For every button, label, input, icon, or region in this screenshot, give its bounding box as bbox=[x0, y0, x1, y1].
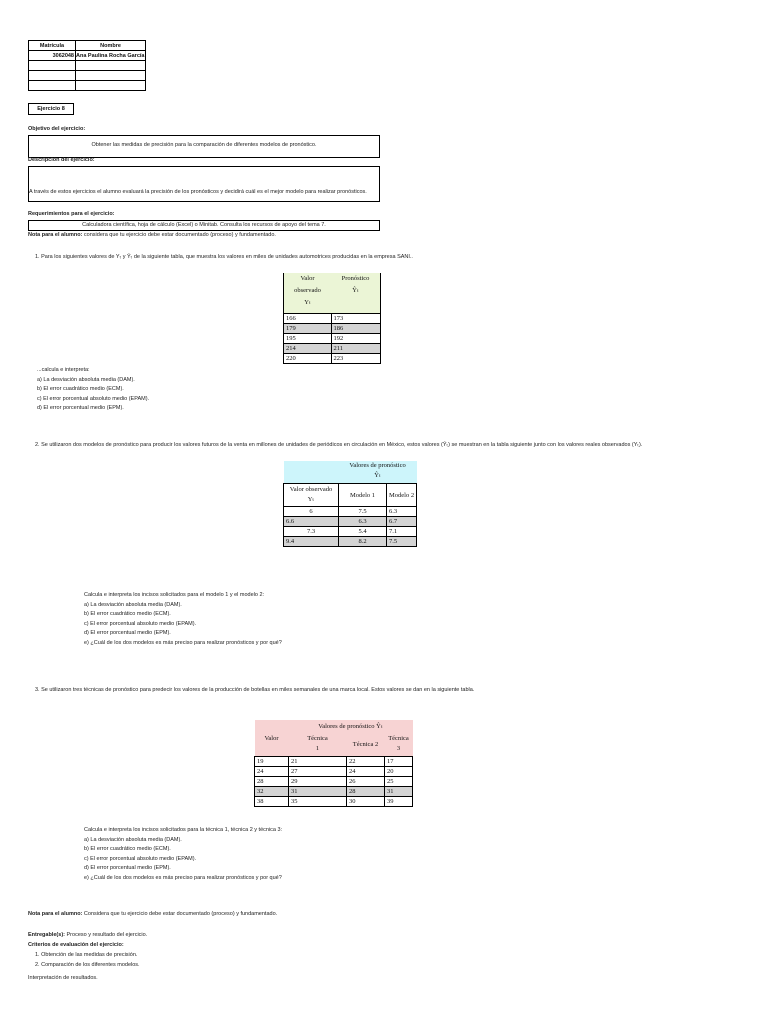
list-item: d) El error porcentual medio (EPM). bbox=[37, 405, 124, 411]
objective-heading: Objetivo del ejercicio: bbox=[28, 126, 86, 132]
description-text: A través de estos ejercicios el alumno evaluará la precisión de los pronósticos y decidirá cuál es el mejor modelo para realizar pronósticos. bbox=[29, 189, 367, 195]
list-item: c) El error porcentual absoluto medio (EPAM). bbox=[84, 855, 197, 862]
nombre-header: Nombre bbox=[76, 41, 146, 51]
table-row bbox=[284, 344, 381, 354]
cell: 20 bbox=[385, 767, 413, 777]
cell: 21 bbox=[289, 757, 347, 767]
cell: 7.3 bbox=[284, 527, 339, 537]
cell: 6.3 bbox=[339, 517, 387, 527]
list-item: c) El error porcentual absoluto medio (EPAM). bbox=[84, 620, 197, 627]
q3-h2b: 1 bbox=[315, 745, 320, 753]
cell: 179 bbox=[284, 324, 332, 334]
cell: 192 bbox=[331, 334, 381, 344]
cell: 173 bbox=[331, 314, 381, 324]
q3-h2a: Técnica bbox=[307, 735, 328, 743]
cell: 220 bbox=[284, 354, 332, 364]
criteria-list bbox=[35, 951, 140, 970]
q2-table bbox=[283, 461, 417, 547]
q2-col-model1-header: Modelo 1 bbox=[339, 484, 387, 507]
objective-box bbox=[28, 135, 380, 158]
cell: 6.6 bbox=[284, 517, 339, 527]
list-item: c) El error porcentual absoluto medio (EPAM). bbox=[37, 395, 150, 402]
cell: 27 bbox=[289, 767, 347, 777]
q1-h2a: Pronóstico bbox=[341, 275, 370, 282]
cell: 7.5 bbox=[387, 537, 417, 547]
cell: 24 bbox=[255, 767, 289, 777]
q3-h4a: Técnica bbox=[388, 735, 409, 743]
cell: 39 bbox=[385, 797, 413, 807]
cell: 25 bbox=[385, 777, 413, 787]
q2-col-model2-header: Modelo 2 bbox=[387, 484, 417, 507]
q3-col-t2-header: Técnica 2 bbox=[347, 733, 385, 757]
cell: 30 bbox=[347, 797, 385, 807]
note-1-label: Nota para el alumno: bbox=[28, 232, 83, 238]
q1-col-forecast-header bbox=[331, 273, 381, 314]
requirements-text: Calculadora científica, hoja de cálculo (Excel) o Minitab. Consulta los recursos de apoyo del tema 7. bbox=[82, 222, 326, 228]
q2-text: 2. Se utilizaron dos modelos de pronóstico para producir los valores futuros de la venta en millones de unidades de periódicos en circulación en México, estos valores (Ŷₜ) se muestran en la tabla siguiente junto con los valores reales observados (Yₜ). bbox=[35, 442, 643, 448]
list-item: Calcula e interpreta los incisos solicitados para el modelo 1 y el modelo 2: bbox=[84, 592, 265, 598]
table-row bbox=[284, 517, 417, 527]
cell: 5.4 bbox=[339, 527, 387, 537]
q1-h1a: Valor bbox=[300, 275, 315, 282]
q2-h1b: Yₜ bbox=[307, 496, 315, 503]
matricula-value: 3062048 bbox=[29, 51, 76, 61]
table-row bbox=[284, 354, 381, 364]
criteria-heading: Criterios de evaluación del ejercicio: bbox=[28, 942, 124, 948]
description-heading: Descripción del ejercicio: bbox=[28, 157, 95, 163]
list-item: a) La desviación absoluta media (DAM). bbox=[37, 376, 135, 383]
list-item: b) El error cuadrático medio (ECM). bbox=[84, 611, 171, 617]
objective-text: Obtener las medidas de precisión para la comparación de diferentes modelos de pronóstico. bbox=[91, 142, 317, 148]
q3-text: 3. Se utilizaron tres técnicas de pronóstico para predecir los valores de la producción de botellas en miles semanales de una marca local. Estos valores se dan en la siguiente tabla. bbox=[35, 687, 475, 693]
q2-col-observed-header bbox=[284, 484, 339, 507]
q2-h1a: Valor observado bbox=[289, 486, 333, 493]
list-item: Calcula e interpreta los incisos solicitados para la técnica 1, técnica 2 y técnica 3: bbox=[84, 827, 283, 833]
note-2 bbox=[28, 911, 277, 917]
note-2-text: Considera que tu ejercicio debe estar documentado (proceso) y fundamentado. bbox=[82, 911, 278, 917]
list-item: b) El error cuadrático medio (ECM). bbox=[84, 846, 171, 852]
requirements-heading: Requerimientos para el ejercicio: bbox=[28, 211, 115, 217]
student-info-table bbox=[28, 40, 146, 91]
cell: 31 bbox=[385, 787, 413, 797]
cell: 6.3 bbox=[387, 507, 417, 517]
list-item: a) La desviación absoluta media (DAM). bbox=[84, 836, 182, 843]
note-1-text: considera que tu ejercicio debe estar documentado (proceso) y fundamentado. bbox=[82, 232, 276, 238]
cell: 211 bbox=[331, 344, 381, 354]
q3-table bbox=[254, 720, 413, 807]
q2-group-label: Valores de pronóstico bbox=[349, 462, 406, 469]
description-box bbox=[28, 166, 380, 202]
cell: 29 bbox=[289, 777, 347, 787]
list-item: a) La desviación absoluta media (DAM). bbox=[84, 601, 182, 608]
cell: 214 bbox=[284, 344, 332, 354]
cell: 38 bbox=[255, 797, 289, 807]
q2-group-header bbox=[339, 461, 417, 484]
table-row bbox=[255, 777, 413, 787]
list-item: 2. Comparación de los diferentes modelos. bbox=[35, 961, 140, 968]
deliverable-label: Entregable(s): bbox=[28, 932, 65, 938]
table-row bbox=[284, 314, 381, 324]
table-row bbox=[255, 757, 413, 767]
cell: 17 bbox=[385, 757, 413, 767]
exercise-label: Ejercicio 8 bbox=[28, 103, 74, 115]
table-row bbox=[284, 334, 381, 344]
cell: 7.5 bbox=[339, 507, 387, 517]
q3-col-t3-header bbox=[385, 733, 413, 757]
q1-h1c: Yₜ bbox=[304, 299, 311, 306]
q3-items bbox=[84, 826, 282, 883]
q2-items bbox=[84, 591, 282, 648]
q2-corner bbox=[284, 461, 339, 484]
q1-col-observed-header bbox=[284, 273, 332, 314]
cell: 166 bbox=[284, 314, 332, 324]
cell: 9.4 bbox=[284, 537, 339, 547]
cell: 26 bbox=[347, 777, 385, 787]
table-row bbox=[255, 787, 413, 797]
deliverable-text: Proceso y resultado del ejercicio. bbox=[64, 932, 148, 938]
deliverable bbox=[28, 932, 147, 938]
cell: 22 bbox=[347, 757, 385, 767]
list-item: d) El error porcentual medio (EPM). bbox=[84, 630, 171, 636]
q3-col-valor-header: Valor bbox=[255, 720, 289, 757]
table-row bbox=[255, 797, 413, 807]
table-row bbox=[284, 507, 417, 517]
q1-h1b: observado bbox=[294, 287, 321, 294]
cell: 8.2 bbox=[339, 537, 387, 547]
q1-h2b: Ŷₜ bbox=[352, 287, 359, 294]
q3-group-header: Valores de pronóstico Ŷₜ bbox=[289, 720, 413, 733]
q3-h4b: 3 bbox=[396, 745, 401, 753]
q1-table bbox=[283, 273, 381, 364]
list-item: e) ¿Cuál de los dos modelos es más preciso para realizar pronósticos y por qué? bbox=[84, 874, 282, 881]
table-row bbox=[284, 324, 381, 334]
criteria-last: Interpretación de resultados. bbox=[28, 975, 98, 981]
cell: 223 bbox=[331, 354, 381, 364]
list-item: e) ¿Cuál de los dos modelos es más preciso para realizar pronósticos y por qué? bbox=[84, 639, 282, 646]
list-item: ...calcula e interpreta: bbox=[37, 367, 90, 373]
cell: 24 bbox=[347, 767, 385, 777]
cell: 195 bbox=[284, 334, 332, 344]
cell: 6 bbox=[284, 507, 339, 517]
cell: 6.7 bbox=[387, 517, 417, 527]
cell: 28 bbox=[347, 787, 385, 797]
q1-text: 1. Para los siguientes valores de Yₜ y Ŷₜ de la siguiente tabla, que muestra los valores en miles de unidades automotrices producidas en la empresa SANI.. bbox=[35, 254, 413, 260]
note-2-label: Nota para el alumno: bbox=[28, 911, 83, 917]
q1-items bbox=[37, 366, 149, 414]
requirements-box bbox=[28, 220, 380, 231]
table-row bbox=[284, 527, 417, 537]
cell: 35 bbox=[289, 797, 347, 807]
cell: 19 bbox=[255, 757, 289, 767]
cell: 31 bbox=[289, 787, 347, 797]
q3-col-t1-header bbox=[289, 733, 347, 757]
list-item: d) El error porcentual medio (EPM). bbox=[84, 865, 171, 871]
table-row bbox=[255, 767, 413, 777]
q2-group-symbol: Ŷₜ bbox=[374, 472, 381, 479]
cell: 28 bbox=[255, 777, 289, 787]
cell: 186 bbox=[331, 324, 381, 334]
matricula-header: Matrícula bbox=[29, 41, 76, 51]
nombre-value: Ana Paulina Rocha García bbox=[76, 52, 145, 59]
cell: 7.1 bbox=[387, 527, 417, 537]
list-item: 1. Obtención de las medidas de precisión. bbox=[35, 952, 138, 958]
list-item: b) El error cuadrático medio (ECM). bbox=[37, 386, 124, 392]
cell: 32 bbox=[255, 787, 289, 797]
table-row bbox=[284, 537, 417, 547]
note-1 bbox=[28, 232, 276, 238]
